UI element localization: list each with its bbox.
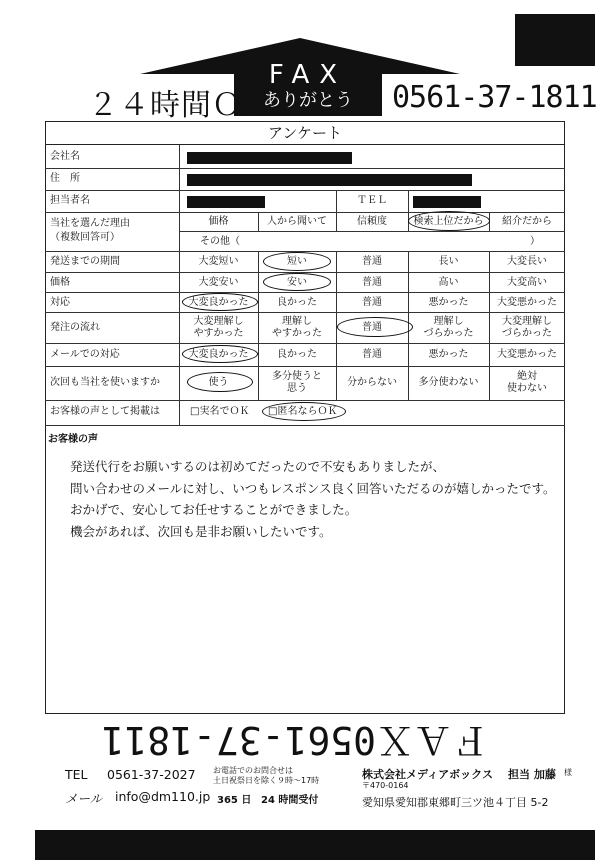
- q4-opt3: 普通: [362, 349, 382, 360]
- selected-oval: [408, 211, 490, 231]
- tel-hours: 土日祝祭日を除く９時～17時: [213, 776, 320, 785]
- reason-trust: 信頼度: [357, 216, 387, 227]
- q-mail-label: メールでの対応: [50, 349, 120, 360]
- reason-introduction: 紹介だから: [502, 216, 552, 227]
- q2-opt3: 普通: [362, 297, 382, 308]
- contact-person: 担当 加藤: [508, 768, 556, 781]
- contact-label: 担当者名: [50, 195, 90, 206]
- reason-price: 価格: [208, 216, 229, 227]
- customer-voice: [70, 456, 556, 542]
- selected-oval: [337, 317, 413, 337]
- company-redacted: [187, 152, 352, 164]
- q1-opt1: 大変安い: [198, 277, 239, 288]
- form-title: アンケート: [45, 121, 565, 145]
- fax-number: 0561-37-1811: [392, 80, 597, 115]
- hours-text: ２４時間ＯＫ: [88, 88, 274, 123]
- tel-label: TEL: [65, 767, 88, 782]
- address-redacted: [187, 174, 472, 186]
- voice-line: おかげで、安心してお任せすることができました。: [70, 502, 358, 517]
- q3-opt1: 大変理解し やすかった: [193, 316, 244, 339]
- q5-opt5: 絶対 使わない: [507, 371, 547, 394]
- q4-opt5: 大変悪かった: [497, 349, 557, 360]
- q1-opt5: 大変高い: [507, 277, 547, 288]
- q-response-label: 対応: [50, 297, 70, 308]
- q1-opt3: 普通: [362, 277, 382, 288]
- voice-line: 発送代行をお願いするのは初めてだったので不安もありましたが、: [70, 459, 446, 474]
- selected-oval: [262, 402, 346, 421]
- reason-other-label: その他（: [200, 236, 240, 247]
- q0-opt2: 短い: [287, 256, 307, 267]
- q4-opt2: 良かった: [277, 349, 317, 360]
- voice-line: 機会があれば、次回も是非お願いしたいです。: [70, 523, 332, 539]
- address-label: 住 所: [50, 173, 80, 184]
- selected-oval: [187, 372, 253, 392]
- q-price-label: 価格: [50, 277, 70, 288]
- q4-opt4: 悪かった: [428, 349, 469, 360]
- mail-label: メール: [65, 791, 103, 806]
- q5-opt1: 使う: [208, 377, 229, 388]
- q-reuse-label: 次回も当社を使いますか: [50, 377, 160, 388]
- q2-opt1: 大変良かった: [188, 297, 249, 308]
- q5-opt4: 多分使わない: [418, 377, 479, 388]
- fax-word: FAX: [268, 60, 348, 90]
- q-period-label: 発送までの期間: [50, 256, 120, 267]
- redaction-block: [515, 14, 595, 66]
- q1-opt4: 高い: [438, 277, 459, 288]
- reason-other-close: ）: [530, 236, 540, 247]
- q1-opt2: 安い: [287, 277, 307, 288]
- tel-number: 0561-37-2027: [107, 767, 196, 782]
- q2-opt4: 悪かった: [428, 297, 469, 308]
- q0-opt1: 大変短い: [198, 256, 239, 267]
- q5-opt2: 多分使うと 思う: [272, 371, 322, 394]
- voice-line: 問い合わせのメールに対し、いつもレスポンス良く回答いただるのが嬉しかったです。: [70, 480, 556, 496]
- q4-opt1: 大変良かった: [188, 349, 249, 360]
- voice-title: お客様の声: [48, 434, 98, 445]
- selected-oval: [182, 293, 258, 311]
- thanks-text: ありがとう: [263, 90, 353, 111]
- q2-opt5: 大変悪かった: [497, 297, 557, 308]
- publish-anon-checkbox: □匿名ならＯＫ: [268, 406, 338, 417]
- q0-opt5: 大変長い: [507, 256, 547, 267]
- reason-label: 当社を選んだ理由: [50, 218, 130, 229]
- q2-opt2: 良かった: [277, 297, 317, 308]
- mail-address: info@dm110.jp: [115, 789, 211, 804]
- company-name: 株式会社メディアボックス: [362, 768, 494, 781]
- days-text: 365 日: [217, 795, 252, 806]
- q3-opt5: 大変理解し づらかった: [502, 316, 552, 339]
- reason-referral: 人から聞いて: [267, 216, 327, 227]
- bottom-bar: [35, 830, 595, 860]
- q5-opt3: 分からない: [347, 377, 397, 388]
- q3-opt3: 普通: [362, 322, 382, 333]
- selected-oval: [263, 252, 331, 271]
- tel-note: お電話でのお問合せは: [213, 766, 293, 775]
- postal-code: 〒470-0164: [362, 781, 409, 790]
- publish-real-checkbox: □実名でＯＫ: [190, 406, 250, 417]
- q3-opt4: 理解し づらかった: [423, 316, 474, 339]
- company-address: 愛知県愛知郡東郷町三ツ池４丁目 5-2: [362, 796, 549, 809]
- honorific: 様: [564, 768, 572, 777]
- reception-text: 24 時間受付: [261, 795, 319, 806]
- q3-opt2: 理解し やすかった: [272, 316, 322, 339]
- q0-opt3: 普通: [362, 256, 382, 267]
- tel-label: ＴＥＬ: [357, 195, 387, 206]
- q0-opt4: 長い: [438, 256, 459, 267]
- upside-down-fax-number: ＦＡＸ0561-37-1811: [101, 718, 490, 762]
- selected-oval: [263, 273, 331, 291]
- contact-redacted: [187, 196, 265, 208]
- q-flow-label: 発注の流れ: [50, 322, 100, 333]
- publish-label: お客様の声として掲載は: [50, 406, 160, 417]
- reason-note: （複数回答可）: [50, 232, 120, 243]
- company-label: 会社名: [50, 151, 80, 162]
- reason-search: 検索上位だから: [413, 216, 484, 227]
- tel-redacted: [413, 196, 481, 208]
- selected-oval: [182, 345, 258, 363]
